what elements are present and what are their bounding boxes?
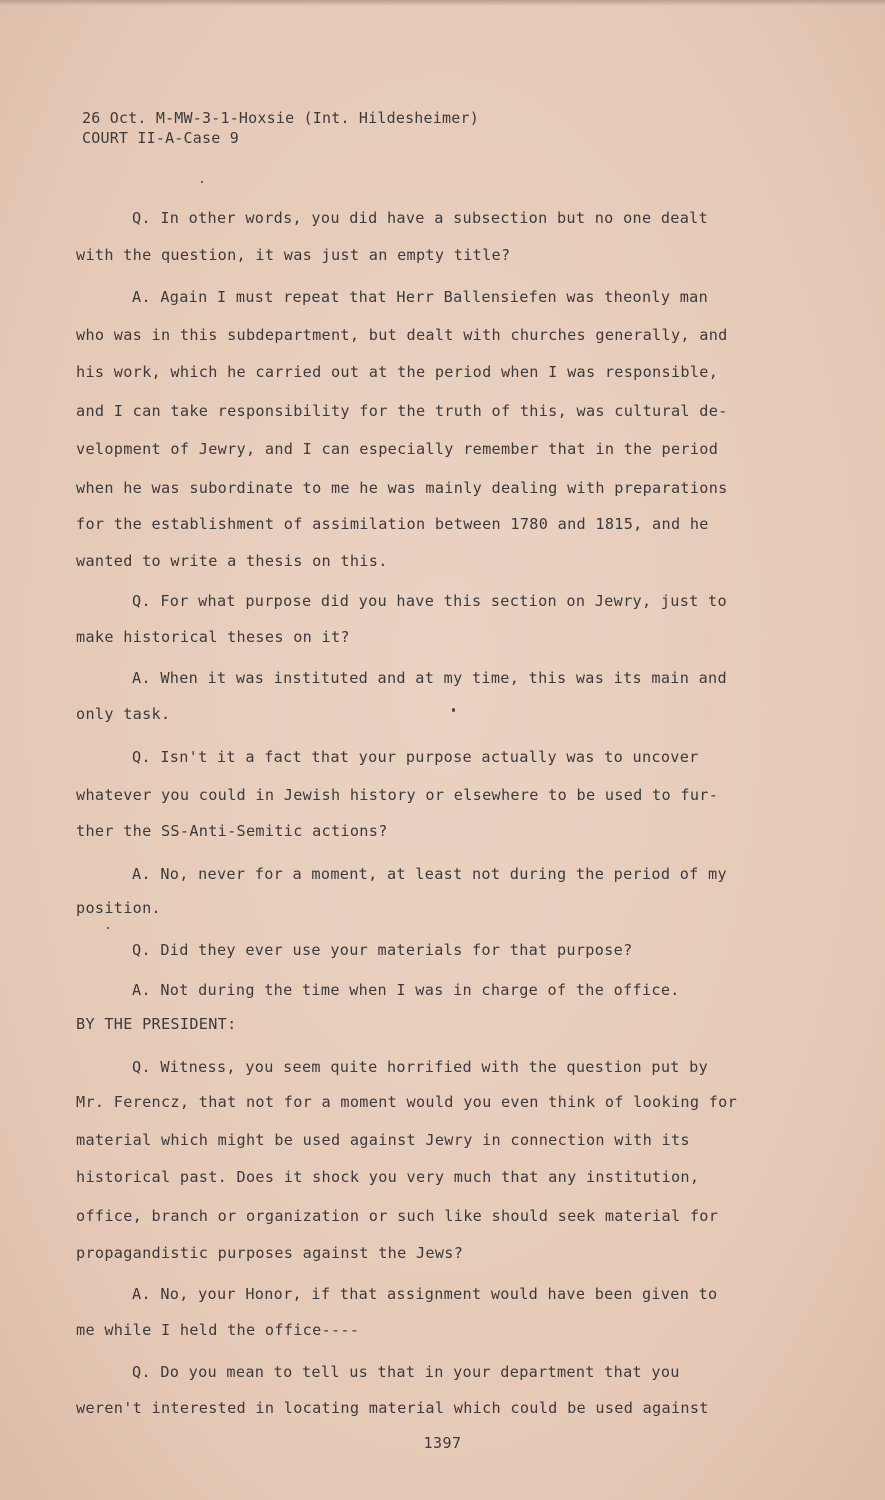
transcript-line: Q. Do you mean to tell us that in your department that you: [132, 1363, 680, 1381]
header-line-1: 26 Oct. M-MW-3-1-Hoxsie (Int. Hildesheimer): [82, 109, 479, 127]
ink-speck: [107, 927, 109, 929]
transcript-line: historical past. Does it shock you very much that any institution,: [76, 1168, 700, 1186]
transcript-line: and I can take responsibility for the truth of this, was cultural de-: [76, 402, 728, 420]
transcript-line: who was in this subdepartment, but dealt with churches generally, and: [76, 326, 728, 344]
transcript-line: propagandistic purposes against the Jews?: [76, 1244, 464, 1262]
transcript-line: ther the SS-Anti-Semitic actions?: [76, 822, 388, 840]
transcript-line: Q. In other words, you did have a subsection but no one dealt: [132, 209, 709, 227]
page-number: 1397: [423, 1434, 462, 1452]
transcript-line: BY THE PRESIDENT:: [76, 1015, 237, 1033]
transcript-line: weren't interested in locating material which could be used against: [76, 1399, 709, 1417]
transcript-line: material which might be used against Jewry in connection with its: [76, 1131, 690, 1149]
transcript-line: Q. Isn't it a fact that your purpose actually was to uncover: [132, 748, 699, 766]
transcript-line: A. No, never for a moment, at least not during the period of my: [132, 865, 727, 883]
transcript-line: office, branch or organization or such like should seek material for: [76, 1207, 719, 1225]
transcript-line: make historical theses on it?: [76, 628, 350, 646]
transcript-line: position.: [76, 899, 161, 917]
transcript-line: wanted to write a thesis on this.: [76, 552, 388, 570]
header-line-2: COURT II-A-Case 9: [82, 129, 239, 147]
transcript-line: his work, which he carried out at the period when I was responsible,: [76, 363, 719, 381]
ink-speck: [201, 181, 203, 183]
ink-speck: [452, 708, 455, 712]
transcript-line: me while I held the office----: [76, 1321, 360, 1339]
transcript-line: A. When it was instituted and at my time, this was its main and: [132, 669, 727, 687]
transcript-line: A. Again I must repeat that Herr Ballensiefen was theonly man: [132, 288, 709, 306]
transcript-line: only task.: [76, 705, 171, 723]
transcript-line: Q. Witness, you seem quite horrified with the question put by: [132, 1058, 709, 1076]
page-top-edge: [0, 0, 885, 6]
transcript-line: for the establishment of assimilation between 1780 and 1815, and he: [76, 515, 709, 533]
transcript-line: Mr. Ferencz, that not for a moment would you even think of looking for: [76, 1093, 738, 1111]
transcript-line: when he was subordinate to me he was mainly dealing with preparations: [76, 479, 728, 497]
transcript-line: Q. Did they ever use your materials for that purpose?: [132, 941, 633, 959]
document-header: [82, 108, 479, 148]
transcript-line: A. Not during the time when I was in charge of the office.: [132, 981, 680, 999]
transcript-line: whatever you could in Jewish history or elsewhere to be used to fur-: [76, 786, 719, 804]
transcript-line: A. No, your Honor, if that assignment would have been given to: [132, 1285, 718, 1303]
transcript-line: velopment of Jewry, and I can especially remember that in the period: [76, 440, 719, 458]
transcript-line: Q. For what purpose did you have this section on Jewry, just to: [132, 592, 727, 610]
transcript-line: with the question, it was just an empty title?: [76, 246, 511, 264]
